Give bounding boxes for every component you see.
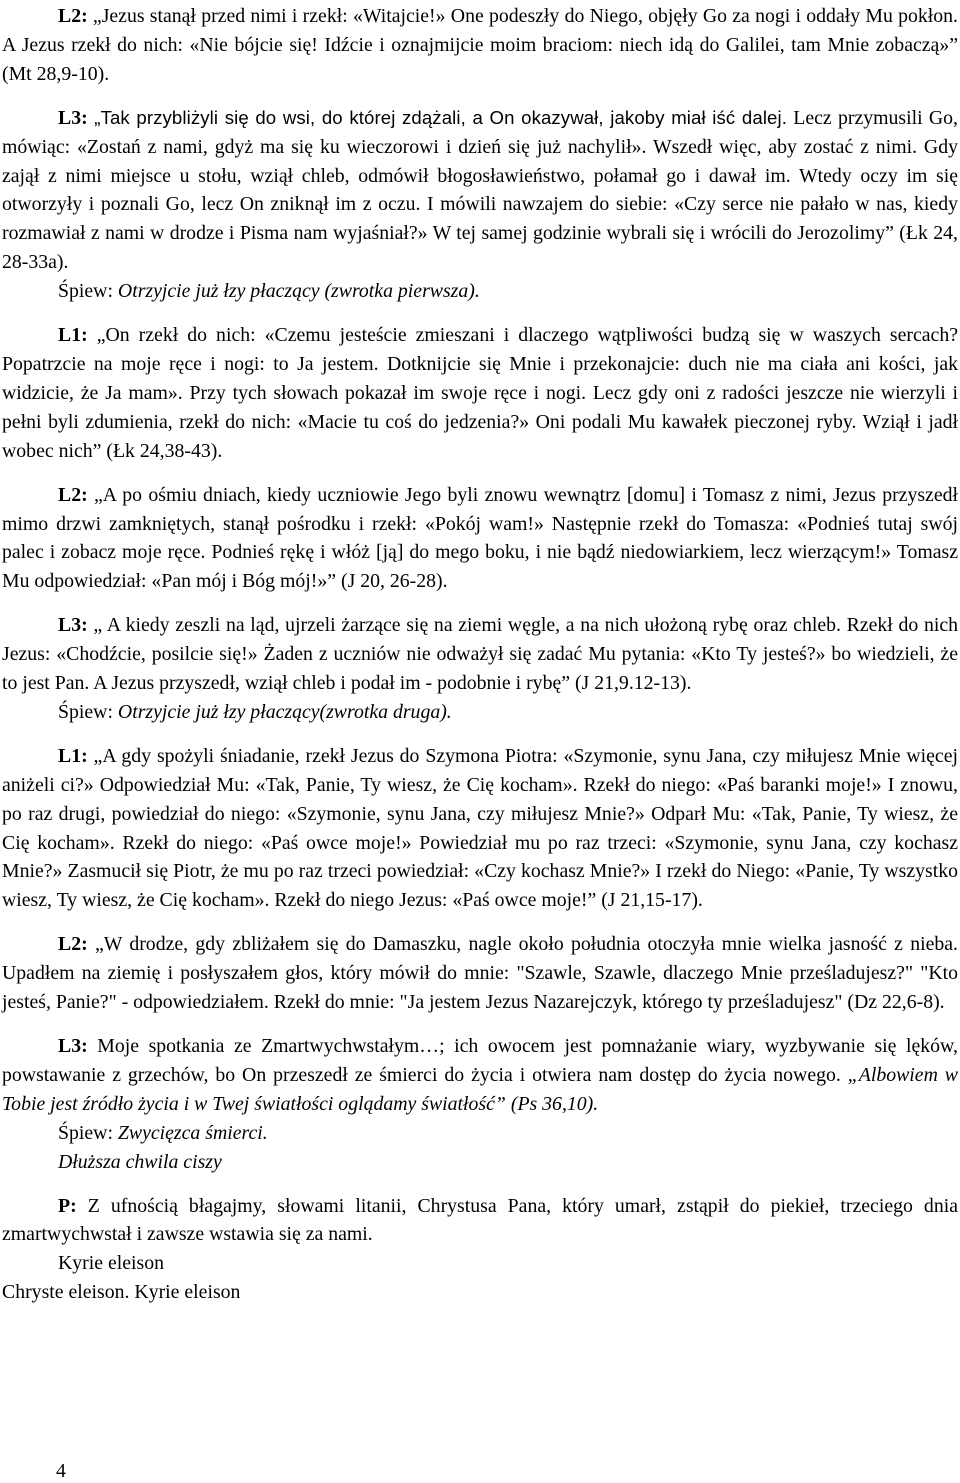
- reflection-l3: [2, 1032, 958, 1119]
- speaker-label: L3:: [58, 1035, 88, 1057]
- song-title: Zwycięzca śmierci.: [117, 1121, 268, 1144]
- speaker-label: L2:: [58, 483, 88, 506]
- reading-text: „On rzekł do nich: «Czemu jesteście zmieszani i dlaczego wątpliwości budzą się w waszych sercach? Popatrzcie na moje ręce i nogi: to Ja jestem. Dotknijcie się Mnie i przekonajcie: duch nie ma ciała ani kości, jak widzicie, że Ja mam». Przy tych słowach pokazał im swoje ręce i nogi. Lecz gdy oni z radości jeszcze nie wierzyli i pełni byli zdumienia, rzekł do nich: «Macie tu coś do jedzenia?» Oni podali Mu kawałek pieczonej ryby. Wziął i jadł wobec nich” (Łk 24,38-43).: [2, 324, 958, 462]
- page-number: 4: [56, 1460, 66, 1482]
- speaker-label: L3:: [58, 106, 88, 129]
- speaker-label: P:: [58, 1194, 77, 1217]
- reading-text: „A po ośmiu dniach, kiedy uczniowie Jego byli znowu wewnątrz [domu] i Tomasz z nimi, Jezus przyszedł mimo drzwi zamkniętych, stanął pośrodku i rzekł: «Pokój wam!» Następnie rzekł do Tomasza: «Podnieś tutaj swój palec i zobacz moje ręce. Podnieś rękę i włóż [ją] do mego boku, i nie bądź niedowiarkiem, lecz wierzącym!» Tomasz Mu odpowiedział: «Pan mój i Bóg mój!»” (J 20, 26-28).: [2, 483, 958, 593]
- song-label: Śpiew:: [58, 1121, 118, 1144]
- song-label: Śpiew:: [58, 280, 118, 303]
- reading-text: „Jezus stanął przed nimi i rzekł: «Witajcie!» One podeszły do Niego, objęły Go za nogi i oddały Mu pokłon. A Jezus rzekł do nich: «Nie bójcie się! Idźcie i oznajmijcie moim braciom: niech idą do Galilei, tam Mnie zobaczą»” (Mt 28,9-10).: [2, 5, 958, 85]
- speaker-label: L2:: [58, 5, 88, 27]
- reading-l2-mt: [2, 2, 958, 89]
- priest-invitation: [2, 1192, 958, 1250]
- reading-text-sans: „Tak przybliżyli się do wsi, do której zdążali, a On okazywał, jakoby miał iść dalej.: [87, 106, 787, 128]
- reading-l1-j21: [2, 742, 958, 915]
- reading-text: „A gdy spożyli śniadanie, rzekł Jezus do Szymona Piotra: «Szymonie, synu Jana, czy miłujesz Mnie więcej aniżeli ci?» Odpowiedział Mu: «Tak, Panie, Ty wiesz, że Cię kocham». Rzekł do niego: «Paś baranki moje!» I znowu, po raz drugi, powiedział do niego: «Szymonie, synu Jana, czy miłujesz Mnie?» Odparł Mu: «Tak, Panie, Ty wiesz, że Cię kocham». Rzekł do niego: «Paś owce moje!» Powiedział mu po raz trzeci: «Szymonie, synu Jana, czy kochasz Mnie?» Zasmucił się Piotr, że mu po raz trzeci powiedział: «Czy kochasz Mnie?» I rzekł do Niego: «Panie, Ty wszystko wiesz, Ty wiesz, że Cię kocham». Rzekł do niego Jezus: «Paś owce moje!” (J 21,15-17).: [2, 744, 958, 912]
- reading-l3-j21: [2, 611, 958, 698]
- silence-instruction: Dłuższa chwila ciszy: [58, 1150, 222, 1173]
- reading-l1-lk: [2, 321, 958, 466]
- reading-text: „ A kiedy zeszli na ląd, ujrzeli żarzące się na ziemi węgle, a na nich ułożoną rybę oraz chleb. Rzekł do nich Jezus: «Chodźcie, posilcie się!» Żaden z uczniów nie odważył się zadać Mu pytania: «Kto Ty jesteś?» bo wiedzieli, że to jest Pan. A Jezus przyszedł, wziął chleb i podał im - podobnie i rybę” (J 21,9.12-13).: [2, 614, 958, 695]
- kyrie-line-1: Kyrie eleison: [58, 1252, 165, 1275]
- song-instruction: [2, 698, 958, 727]
- song-instruction: [2, 277, 958, 306]
- reading-l3-lk: [2, 104, 958, 277]
- reading-l2-dz: [2, 930, 958, 1017]
- reading-l2-j20: [2, 481, 958, 597]
- reading-text: „W drodze, gdy zbliżałem się do Damaszku, nagle około południa otoczyła mnie wielka jasność z nieba. Upadłem na ziemię i posłyszałem głos, który mówił do mnie: "Szawle, Szawle, dlaczego Mnie prześladujesz?" "Kto jesteś, Panie?" - odpowiedziałem. Rzekł do mnie: "Ja jestem Jezus Nazarejczyk, którego ty prześladujesz" (Dz 22,6-8).: [2, 933, 958, 1014]
- reading-text: Lecz przymusili Go, mówiąc: «Zostań z nami, gdyż ma się ku wieczorowi i dzień się już nachylił». Wszedł więc, aby zostać z nimi. Gdy zajął z nimi miejsce u stołu, wziął chleb, odmówił błogosławieństwo, połamał go i dawał im. Wtedy oczy im się otworzyły i poznali Go, lecz On zniknął im z oczu. I mówili nawzajem do siebie: «Czy serce nie pałało w nas, kiedy rozmawiał z nami w drodze i Pisma nam wyjaśniał?» W tej samej godzinie wybrali się i wrócili do Jerozolimy” (Łk 24, 28-33a).: [2, 106, 959, 274]
- song-instruction: [2, 1119, 958, 1148]
- psalm-quote: „Albowiem w Tobie jest źródło życia i w Twej światłości oglądamy światłość” (Ps 36,10).: [2, 1063, 958, 1115]
- invitation-text: Z ufnością błagajmy, słowami litanii, Chrystusa Pana, który umarł, zstąpił do piekieł, trzeciego dnia zmartwychwstał i zawsze wstawia się za nami.: [2, 1194, 958, 1246]
- speaker-label: L1:: [58, 324, 88, 347]
- speaker-label: L1:: [58, 744, 88, 767]
- speaker-label: L2:: [58, 933, 88, 956]
- song-label: Śpiew:: [58, 700, 118, 723]
- reflection-text: Moje spotkania ze Zmartwychwstałym…; ich owocem jest pomnażanie wiary, wyzbywanie się lęków, powstawanie z grzechów, bo On przeszedł ze śmierci do życia i otwiera nam dostęp do życia nowego.: [2, 1035, 958, 1086]
- song-title: Otrzyjcie już łzy płaczący(zwrotka druga).: [117, 700, 452, 723]
- document-page: [2, 0, 958, 1307]
- kyrie-line-2: Chryste eleison. Kyrie eleison: [2, 1281, 241, 1304]
- song-title: Otrzyjcie już łzy płaczący (zwrotka pierwsza).: [117, 280, 480, 303]
- speaker-label: L3:: [58, 614, 88, 637]
